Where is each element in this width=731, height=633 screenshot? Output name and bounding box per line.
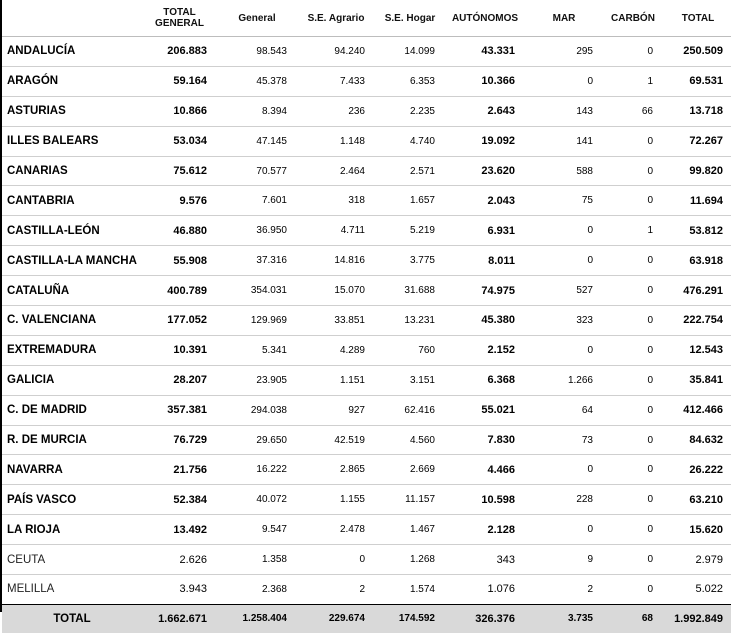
cell-value: 45.380 [445,306,525,336]
table-row [2,66,731,96]
cell-value: 476.291 [663,276,731,306]
cell-value: 12.543 [663,335,731,365]
cell-value: 0 [603,306,663,336]
cell-value: 0 [603,515,663,545]
cell-value: 2.128 [445,515,525,545]
cell-value: 141 [525,126,603,156]
cell-value: 0 [603,455,663,485]
cell-value: 0 [603,246,663,276]
cell-value: 9.547 [217,515,297,545]
region-name: ASTURIAS [2,96,142,126]
cell-value: 0 [603,545,663,575]
cell-value: 2 [525,575,603,605]
header-total: TOTAL [681,12,715,24]
cell-value: 11.694 [663,186,731,216]
cell-value: 295 [525,37,603,67]
region-name: ILLES BALEARS [2,126,142,156]
cell-value: 13.231 [375,306,445,336]
cell-value: 1.148 [297,126,375,156]
cell-value: 3.775 [375,246,445,276]
cell-value: 53.812 [663,216,731,246]
cell-value: 229.674 [297,604,375,633]
table-row [2,126,731,156]
cell-value: 2.464 [297,156,375,186]
cell-value: 73 [525,425,603,455]
cell-value: 0 [525,335,603,365]
cell-value: 15.620 [663,515,731,545]
cell-value: 129.969 [217,306,297,336]
cell-value: 174.592 [375,604,445,633]
cell-value: 53.034 [142,126,217,156]
region-name: EXTREMADURA [2,335,142,365]
cell-value: 8.394 [217,96,297,126]
header-se-agrario: S.E. Agrario [307,12,365,24]
cell-value: 72.267 [663,126,731,156]
cell-value: 35.841 [663,365,731,395]
cell-value: 59.164 [142,66,217,96]
table-row [2,335,731,365]
cell-value: 412.466 [663,395,731,425]
cell-value: 1.155 [297,485,375,515]
cell-value: 228 [525,485,603,515]
cell-value: 42.519 [297,425,375,455]
cell-value: 5.022 [663,575,731,605]
header-region [2,0,142,37]
header-mar: MAR [552,12,576,24]
table-row [2,306,731,336]
region-name: CANTABRIA [2,186,142,216]
cell-value: 76.729 [142,425,217,455]
table-row [2,246,731,276]
cell-value: 69.531 [663,66,731,96]
cell-value: 1.467 [375,515,445,545]
cell-value: 1 [603,216,663,246]
cell-value: 99.820 [663,156,731,186]
cell-value: 343 [445,545,525,575]
table-row [2,37,731,67]
cell-value: 43.331 [445,37,525,67]
table-row [2,545,731,575]
cell-value: 357.381 [142,395,217,425]
cell-value: 1.992.849 [663,604,731,633]
cell-value: 46.880 [142,216,217,246]
cell-value: 4.289 [297,335,375,365]
cell-value: 75.612 [142,156,217,186]
cell-value: 0 [603,395,663,425]
cell-value: 3.943 [142,575,217,605]
cell-value: 177.052 [142,306,217,336]
cell-value: 7.830 [445,425,525,455]
cell-value: 0 [525,66,603,96]
region-name: C. DE MADRID [2,395,142,425]
cell-value: 16.222 [217,455,297,485]
cell-value: 2.865 [297,455,375,485]
cell-value: 1 [603,66,663,96]
table-row [2,515,731,545]
cell-value: 0 [603,365,663,395]
cell-value: 28.207 [142,365,217,395]
cell-value: 26.222 [663,455,731,485]
table-row [2,455,731,485]
cell-value: 36.950 [217,216,297,246]
cell-value: 0 [603,575,663,605]
cell-value: 326.376 [445,604,525,633]
cell-value: 1.662.671 [142,604,217,633]
cell-value: 52.384 [142,485,217,515]
cell-value: 66 [603,96,663,126]
cell-value: 63.918 [663,246,731,276]
cell-value: 62.416 [375,395,445,425]
cell-value: 6.368 [445,365,525,395]
region-name: CATALUÑA [2,276,142,306]
region-name: TOTAL [2,604,142,633]
cell-value: 400.789 [142,276,217,306]
table-row [2,395,731,425]
cell-value: 94.240 [297,37,375,67]
cell-value: 354.031 [217,276,297,306]
cell-value: 2.626 [142,545,217,575]
cell-value: 55.021 [445,395,525,425]
table-row [2,186,731,216]
region-name: ANDALUCÍA [2,37,142,67]
table-row [2,575,731,605]
region-name: CASTILLA-LA MANCHA [2,246,142,276]
header-total-general: TOTAL GENERAL [155,7,204,29]
cell-value: 1.358 [217,545,297,575]
cell-value: 1.657 [375,186,445,216]
cell-value: 588 [525,156,603,186]
cell-value: 37.316 [217,246,297,276]
cell-value: 1.268 [375,545,445,575]
cell-value: 1.266 [525,365,603,395]
cell-value: 11.157 [375,485,445,515]
cell-value: 5.219 [375,216,445,246]
cell-value: 33.851 [297,306,375,336]
cell-value: 0 [603,37,663,67]
table-row [2,425,731,455]
cell-value: 4.466 [445,455,525,485]
cell-value: 9.576 [142,186,217,216]
header-carbon: CARBÓN [611,12,655,24]
cell-value: 70.577 [217,156,297,186]
cell-value: 2.669 [375,455,445,485]
cell-value: 64 [525,395,603,425]
cell-value: 0 [525,216,603,246]
cell-value: 5.341 [217,335,297,365]
cell-value: 0 [603,425,663,455]
cell-value: 55.908 [142,246,217,276]
cell-value: 4.560 [375,425,445,455]
cell-value: 250.509 [663,37,731,67]
cell-value: 14.816 [297,246,375,276]
cell-value: 15.070 [297,276,375,306]
cell-value: 2.152 [445,335,525,365]
cell-value: 3.151 [375,365,445,395]
cell-value: 75 [525,186,603,216]
cell-value: 760 [375,335,445,365]
cell-value: 0 [603,276,663,306]
cell-value: 74.975 [445,276,525,306]
cell-value: 7.433 [297,66,375,96]
cell-value: 323 [525,306,603,336]
cell-value: 143 [525,96,603,126]
cell-value: 0 [603,156,663,186]
cell-value: 9 [525,545,603,575]
cell-value: 2.235 [375,96,445,126]
cell-value: 3.735 [525,604,603,633]
cell-value: 84.632 [663,425,731,455]
cell-value: 0 [603,485,663,515]
cell-value: 0 [525,515,603,545]
header-row [2,0,731,37]
region-name: CASTILLA-LEÓN [2,216,142,246]
cell-value: 2.043 [445,186,525,216]
region-name: NAVARRA [2,455,142,485]
cell-value: 527 [525,276,603,306]
cell-value: 0 [525,246,603,276]
cell-value: 6.931 [445,216,525,246]
cell-value: 927 [297,395,375,425]
cell-value: 236 [297,96,375,126]
region-name: LA RIOJA [2,515,142,545]
header-general: General [238,12,276,24]
cell-value: 1.258.404 [217,604,297,633]
cell-value: 10.391 [142,335,217,365]
table-row [2,485,731,515]
cell-value: 10.866 [142,96,217,126]
cell-value: 2.643 [445,96,525,126]
cell-value: 23.620 [445,156,525,186]
cell-value: 29.650 [217,425,297,455]
region-name: MELILLA [2,575,142,605]
cell-value: 0 [603,126,663,156]
cell-value: 294.038 [217,395,297,425]
cell-value: 98.543 [217,37,297,67]
cell-value: 14.099 [375,37,445,67]
cell-value: 21.756 [142,455,217,485]
table-row [2,96,731,126]
cell-value: 40.072 [217,485,297,515]
cell-value: 0 [603,335,663,365]
cell-value: 2 [297,575,375,605]
cell-value: 7.601 [217,186,297,216]
cell-value: 0 [525,455,603,485]
table-row [2,365,731,395]
header-se-hogar: S.E. Hogar [384,12,436,24]
cell-value: 2.478 [297,515,375,545]
cell-value: 0 [603,186,663,216]
cell-value: 0 [297,545,375,575]
cell-value: 2.571 [375,156,445,186]
cell-value: 2.368 [217,575,297,605]
cell-value: 4.740 [375,126,445,156]
cell-value: 63.210 [663,485,731,515]
cell-value: 68 [603,604,663,633]
total-row [2,604,731,633]
cell-value: 23.905 [217,365,297,395]
cell-value: 1.076 [445,575,525,605]
cell-value: 206.883 [142,37,217,67]
region-name: PAÍS VASCO [2,485,142,515]
cell-value: 31.688 [375,276,445,306]
table-body [2,37,731,633]
cell-value: 6.353 [375,66,445,96]
region-name: R. DE MURCIA [2,425,142,455]
region-name: C. VALENCIANA [2,306,142,336]
cell-value: 8.011 [445,246,525,276]
region-name: CANARIAS [2,156,142,186]
region-name: ARAGÓN [2,66,142,96]
header-autonomos: AUTÓNOMOS [451,12,519,24]
cell-value: 13.718 [663,96,731,126]
affiliation-table [2,0,731,633]
table-row [2,156,731,186]
cell-value: 45.378 [217,66,297,96]
table-row [2,216,731,246]
cell-value: 318 [297,186,375,216]
cell-value: 4.711 [297,216,375,246]
cell-value: 10.598 [445,485,525,515]
cell-value: 19.092 [445,126,525,156]
cell-value: 2.979 [663,545,731,575]
cell-value: 10.366 [445,66,525,96]
cell-value: 1.151 [297,365,375,395]
cell-value: 47.145 [217,126,297,156]
cell-value: 1.574 [375,575,445,605]
region-name: CEUTA [2,545,142,575]
table-row [2,276,731,306]
region-name: GALICIA [2,365,142,395]
cell-value: 222.754 [663,306,731,336]
cell-value: 13.492 [142,515,217,545]
